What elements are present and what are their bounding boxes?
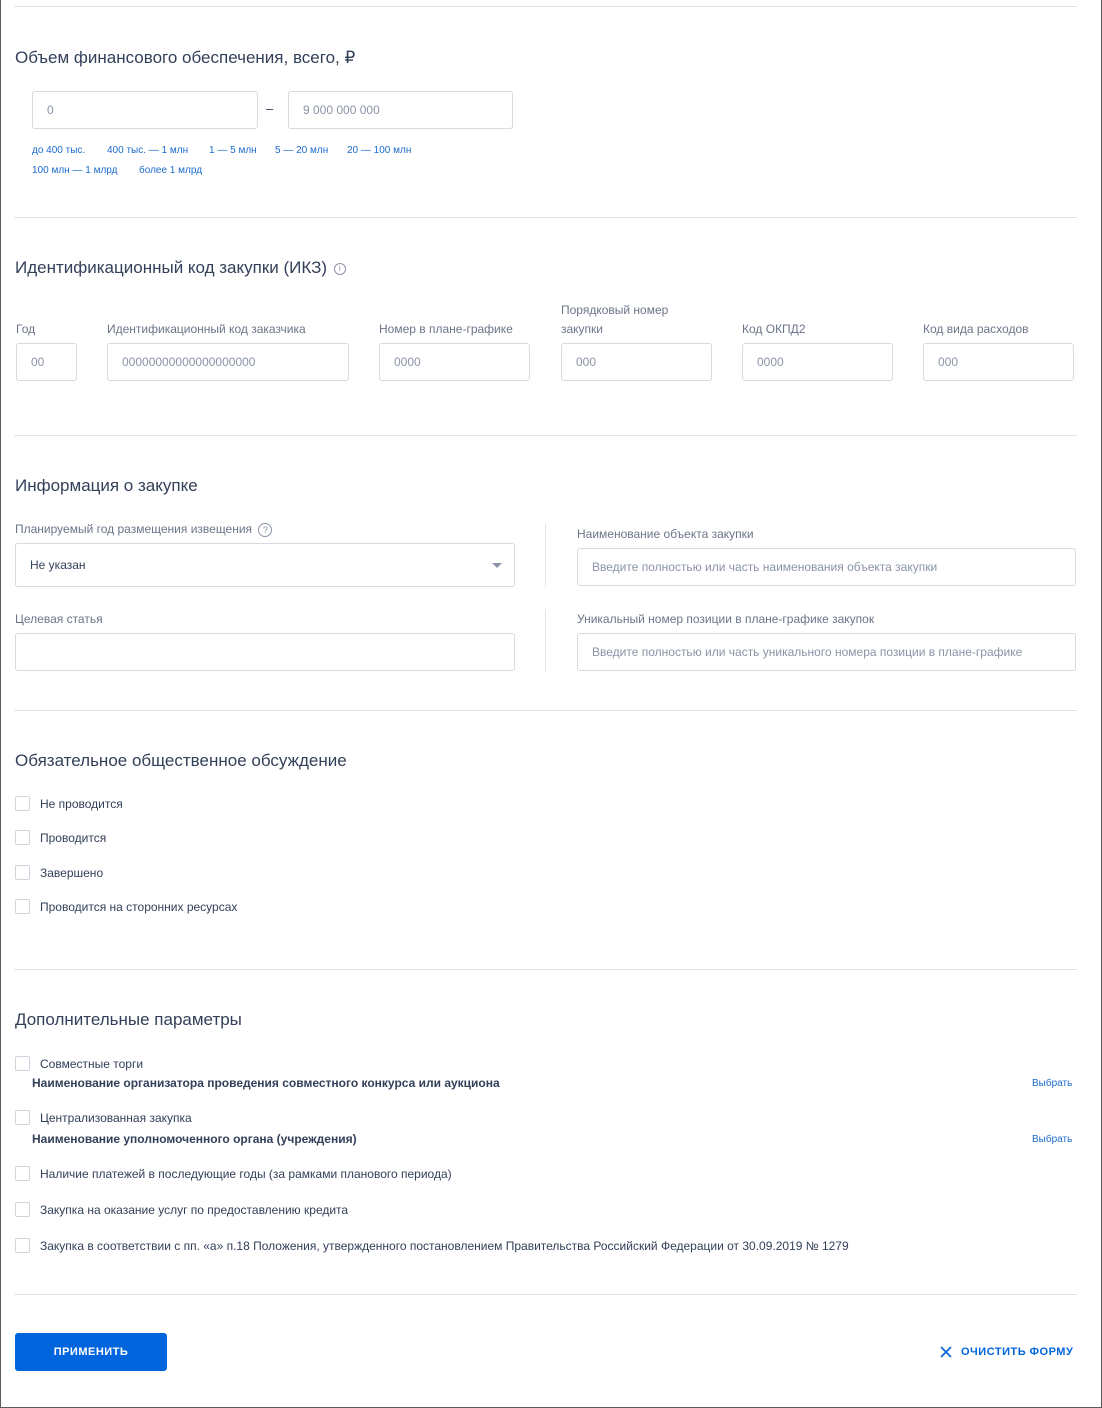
ikz-okpd2-label: Код ОКПД2 — [742, 322, 806, 336]
discussion-section-title: Обязательное общественное обсуждение — [15, 751, 347, 770]
position-number-input[interactable]: Введите полностью или часть уникального номера позиции в плане-графике — [577, 633, 1076, 671]
ikz-section-title — [15, 258, 346, 278]
ikz-year-label: Год — [16, 322, 36, 336]
close-icon — [940, 1346, 952, 1358]
ikz-okpd2-input[interactable]: 0000 — [742, 343, 893, 381]
discussion-checkbox[interactable] — [15, 796, 30, 811]
discussion-checkbox[interactable] — [15, 899, 30, 914]
finance-to-input[interactable]: 9 000 000 000 — [288, 91, 513, 129]
range-link[interactable]: 5 — 20 млн — [275, 145, 329, 156]
ikz-title-text: Идентификационный код закупки (ИКЗ) — [15, 258, 328, 277]
discussion-checkbox[interactable] — [15, 865, 30, 880]
decree-1279-label: Закупка в соответствии с пп. «а» п.18 Положения, утвержденного постановлением Правительства Российский Федерации от 30.09.2019 № 1279 — [40, 1239, 849, 1253]
authorized-body-label: Наименование уполномоченного органа (учреждения) — [32, 1132, 357, 1146]
divider — [14, 217, 1077, 218]
column-divider — [545, 609, 546, 672]
plan-year-value: Не указан — [30, 558, 86, 572]
discussion-option-label: Проводится — [40, 831, 107, 845]
clear-form-label: ОЧИСТИТЬ ФОРМУ — [961, 1346, 1074, 1358]
object-name-input[interactable]: Введите полностью или часть наименования объекта закупки — [577, 548, 1076, 586]
decree-1279-checkbox[interactable] — [15, 1238, 30, 1253]
joint-tender-label: Совместные торги — [40, 1057, 144, 1071]
plan-year-select[interactable] — [15, 543, 515, 587]
central-purchase-checkbox[interactable] — [15, 1110, 30, 1125]
divider — [14, 710, 1077, 711]
central-purchase-label: Централизованная закупка — [40, 1111, 192, 1125]
ikz-expense-code-input[interactable]: 000 — [923, 343, 1074, 381]
future-payments-label: Наличие платежей в последующие годы (за рамками планового периода) — [40, 1167, 452, 1181]
divider — [14, 6, 1077, 7]
help-icon[interactable]: ? — [258, 523, 272, 537]
range-link[interactable]: 100 млн — 1 млрд — [32, 165, 118, 176]
object-name-label: Наименование объекта закупки — [577, 527, 754, 541]
credit-services-checkbox[interactable] — [15, 1202, 30, 1217]
clear-form-button[interactable] — [940, 1344, 1073, 1360]
range-link[interactable]: 1 — 5 млн — [209, 145, 257, 156]
apply-button[interactable]: ПРИМЕНИТЬ — [15, 1333, 167, 1371]
discussion-option-label: Завершено — [40, 866, 104, 880]
info-icon[interactable]: i — [334, 263, 346, 275]
plan-year-label-text: Планируемый год размещения извещения — [15, 522, 253, 536]
target-article-input[interactable] — [15, 633, 515, 671]
ikz-order-number-input[interactable]: 000 — [561, 343, 712, 381]
range-link[interactable]: 20 — 100 млн — [347, 145, 412, 156]
discussion-option-label: Проводится на сторонних ресурсах — [40, 900, 238, 914]
info-section-title: Информация о закупке — [15, 476, 198, 495]
dropdown-arrow-icon — [492, 563, 502, 568]
range-link[interactable]: до 400 тыс. — [32, 145, 86, 156]
joint-tender-checkbox[interactable] — [15, 1056, 30, 1071]
choose-organizer-link[interactable]: Выбрать — [1032, 1078, 1073, 1089]
ikz-year-input[interactable]: 00 — [16, 343, 77, 381]
divider — [14, 969, 1077, 970]
ikz-order-number-label: Порядковый номер закупки — [561, 303, 669, 336]
ikz-customer-label: Идентификационный код заказчика — [107, 322, 306, 336]
column-divider — [545, 524, 546, 587]
discussion-option-label: Не проводится — [40, 797, 123, 811]
ikz-expense-code-label: Код вида расходов — [923, 322, 1029, 336]
ikz-plan-number-label: Номер в плане-графике — [379, 322, 513, 336]
range-link[interactable]: более 1 млрд — [139, 165, 203, 176]
plan-year-label — [15, 520, 272, 539]
credit-services-label: Закупка на оказание услуг по предоставлению кредита — [40, 1203, 349, 1217]
finance-from-input[interactable]: 0 — [32, 91, 258, 129]
future-payments-checkbox[interactable] — [15, 1166, 30, 1181]
divider — [14, 435, 1077, 436]
extra-section-title: Дополнительные параметры — [15, 1010, 242, 1029]
joint-organizer-label: Наименование организатора проведения совместного конкурса или аукциона — [32, 1076, 500, 1090]
divider — [14, 1294, 1077, 1295]
discussion-checkbox[interactable] — [15, 830, 30, 845]
choose-authorized-body-link[interactable]: Выбрать — [1032, 1134, 1073, 1145]
position-number-label: Уникальный номер позиции в плане-графике закупок — [577, 612, 875, 626]
ikz-plan-number-input[interactable]: 0000 — [379, 343, 530, 381]
range-dash: – — [266, 101, 274, 116]
target-article-label: Целевая статья — [15, 612, 103, 626]
range-link[interactable]: 400 тыс. — 1 млн — [107, 145, 189, 156]
ikz-customer-input[interactable]: 00000000000000000000 — [107, 343, 349, 381]
finance-section-title: Объем финансового обеспечения, всего, ₽ — [15, 48, 356, 67]
